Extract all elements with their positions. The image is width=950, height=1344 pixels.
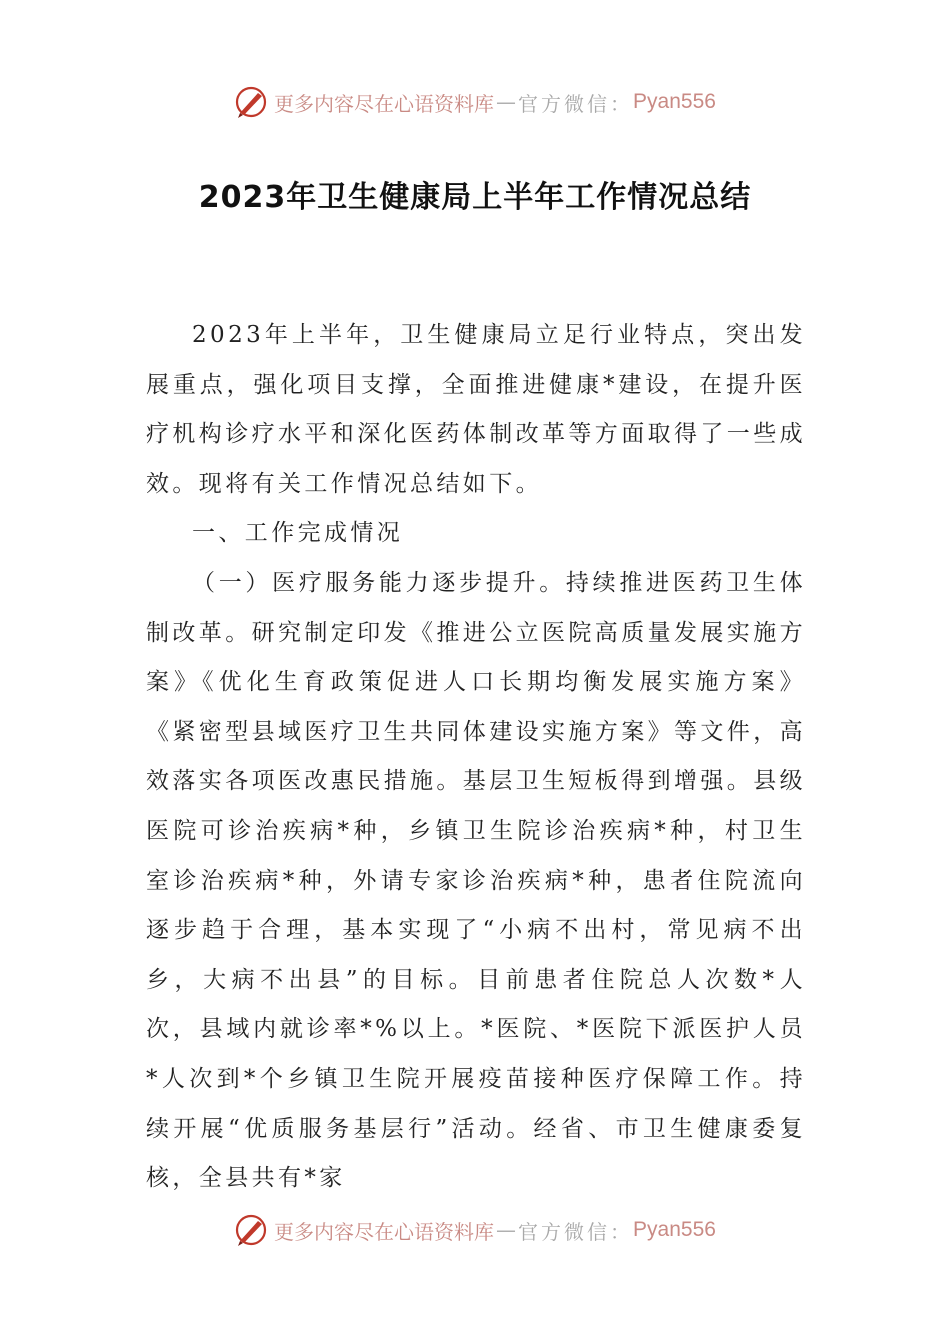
watermark-footer [0,1210,950,1250]
subsection-paragraph: （一）医疗服务能力逐步提升。持续推进医药卫生体制改革。研究制定印发《推进公立医院高质量发展实施方案》《优化生育政策促进人口长期均衡发展实施方案》《紧密型县域医疗卫生共同体建设实施方案》等文件，高效落实各项医改惠民措施。基层卫生短板得到增强。县级医院可诊治疾病*种，乡镇卫生院诊治疾病*种，村卫生室诊治疾病*种，外请专家诊治疾病*种，患者住院流向逐步趋于合理，基本实现了“小病不出村，常见病不出乡，大病不出县”的目标。目前患者住院总人次数*人次，县域内就诊率*%以上。*医院、*医院下派医护人员*人次到*个乡镇卫生院开展疫苗接种医疗保障工作。持续开展“优质服务基层行”活动。经省、市卫生健康委复核，全县共有*家 [146,569,806,1192]
document-body [146,311,806,1204]
pen-logo-icon [234,85,268,119]
watermark-header [0,82,950,122]
watermark-dash: — [496,90,517,114]
watermark-dash: — [496,1218,517,1242]
watermark-wechat-id: Pyan556 [633,1218,716,1241]
watermark-official-label: 官方微信： [518,1219,634,1244]
pen-logo-icon [234,1213,268,1247]
watermark-site-name: 更多内容尽在心语资料库 [274,91,495,116]
watermark-official-label: 官方微信： [518,91,634,116]
section-heading: 一、工作完成情况 [192,520,404,547]
document-title: 2023年卫生健康局上半年工作情况总结 [198,180,752,215]
watermark-wechat-id: Pyan556 [633,90,716,113]
watermark-site-name: 更多内容尽在心语资料库 [274,1219,495,1244]
intro-paragraph: 2023年上半年，卫生健康局立足行业特点，突出发展重点，强化项目支撑，全面推进健康*建设，在提升医疗机构诊疗水平和深化医药体制改革等方面取得了一些成效。现将有关工作情况总结如下。 [146,322,806,497]
